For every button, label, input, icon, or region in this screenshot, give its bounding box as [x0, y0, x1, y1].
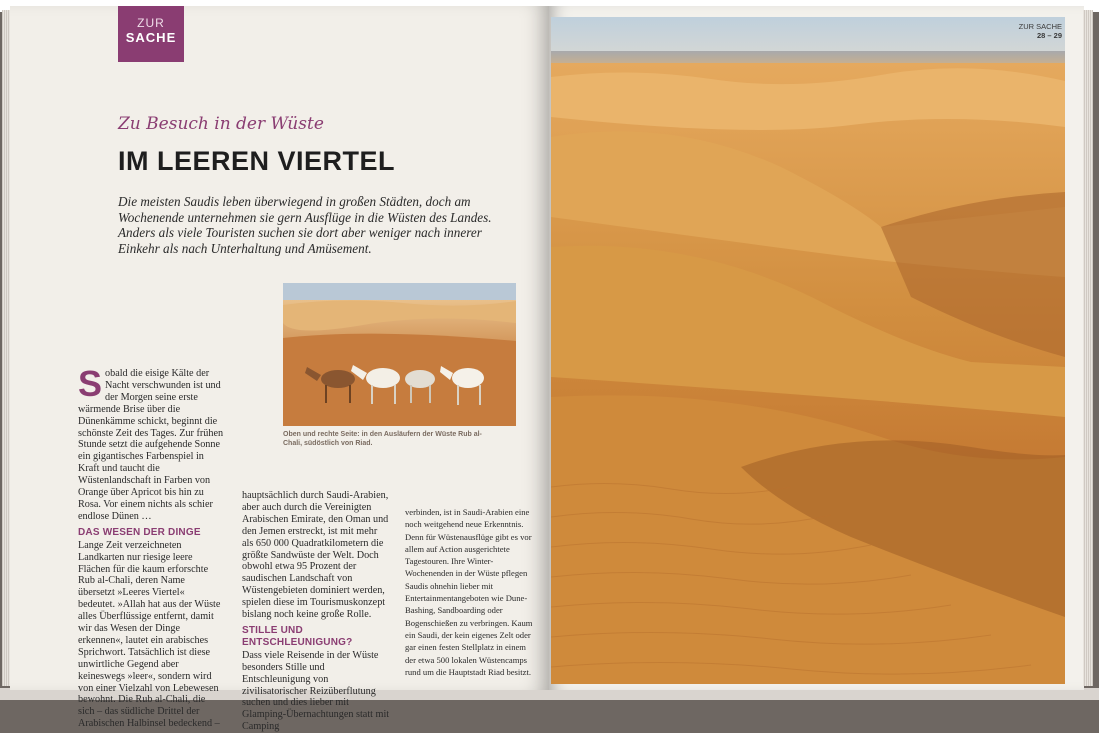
far-dune: [283, 300, 516, 330]
dunes-photo: [551, 17, 1065, 684]
dune-shadow-1: [881, 192, 1065, 357]
article-kicker: Zu Besuch in der Wüste: [118, 114, 324, 134]
section2-text-part2: verbinden, ist in Saudi-Arabien eine noch weitgehend neue Erkenntnis. Denn für Wüstenausflüge gibt es vor allem auf Action ausgerichtete Tagestouren. Ihre Winter-Wochenenden in der Wüste pflegen Saudis ohnehin lieber mit Entertainmentangeboten wie Dune-Bashing, Sandboarding oder Bogenschießen zu verbringen. Kaum ein Saudi, der kein eigenes Zelt oder gar einen festen Stellplatz in einem der etwa 500 lokalen Wüstencamps rund um die Hauptstadt Riad besitzt.: [405, 507, 533, 677]
dune-far: [551, 68, 1065, 130]
camels-photo: [283, 283, 516, 426]
intro-paragraph: obald die eisige Kälte der Nacht verschwunden ist und der Morgen seine erste wärmende Brise über die Dünenkämme schickt, beginnt die schönste Zeit des Tages. Zur frühen Stunde setzt die aufgehende Sonne ein gigantisches Farbenspiel in Kraft und taucht die Wüstenlandschaft in Farben von Orange über Apricot bis hin zu Rosa. Vor einem nichts als schier endlose Dünen …: [78, 368, 224, 522]
right-page: [549, 6, 1084, 690]
left-page: [10, 6, 549, 733]
body-column-2: [242, 490, 391, 733]
section-tag: [118, 6, 184, 62]
section-tag-line2: SACHE: [125, 30, 177, 45]
page-edges-left: [2, 10, 10, 686]
page-edges-right: [1083, 10, 1093, 686]
dune-shapes: [551, 17, 1065, 684]
page-folio: [1019, 22, 1062, 40]
camels-illustration: [283, 283, 516, 426]
section1-text-part1: Lange Zeit verzeichneten Landkarten nur riesige leere Flächen für die kaum erforschte Rub al-Chali, deren Name übersetzt »Leeres Viertel« bedeutet. »Allah hat aus der Wüste alles Überflüssige entfernt, damit wir das Wesen der Dinge erkennen«, lautet ein arabisches Sprichwort. Tatsächlich ist diese unwirtliche Gegend aber keineswegs »leer«, sondern wird von einer Vielzahl von Lebewesen bewohnt. Die Rub al-Chali, die sich – das südliche Drittel der Arabischen Halbinsel bedeckend –: [78, 539, 221, 730]
section-tag-line1: ZUR: [137, 16, 165, 30]
subheading-stille: STILLE UND ENTSCHLEUNIGUNG?: [242, 624, 353, 648]
folio-pages: 28 – 29: [1036, 31, 1062, 40]
folio-section: ZUR SACHE: [1018, 22, 1062, 31]
drop-cap: S: [78, 363, 103, 404]
article-headline: IM LEEREN VIERTEL: [118, 146, 396, 176]
section1-text-part2: hauptsächlich durch Saudi-Arabien, aber auch durch die Vereinigten Arabischen Emirate, den Oman und den Jemen erstreckt, ist mit mehr als 650 000 Quadratkilometern die größte Sandwüste der Welt. Doch obwohl etwa 95 Prozent der saudischen Landschaft von Wüstengebieten dominiert werden, spielen diese im Tourismuskonzept bislang noch keine große Rolle.: [242, 490, 389, 621]
section2-text-part1: Dass viele Reisende in der Wüste besonders Stille und Entschleunigung von zivilisatorischer Reizüberflutung suchen und dies lieber mit Glamping-Übernachtungen statt mit Camping: [242, 649, 390, 733]
body-column-1: [78, 363, 224, 730]
body-column-3: [405, 506, 533, 678]
photo-caption: Oben und rechte Seite: in den Ausläufern der Wüste Rub al-Chali, südöstlich von Riad.: [283, 431, 482, 447]
article-lead: Die meisten Saudis leben überwiegend in großen Städten, doch am Wochenende unternehmen sie gern Ausflüge in die Wüsten des Landes. Anders als viele Touristen suchen sie dort aber weniger nach innerer Einkehr als nach Unterhaltung und Amüsement.: [118, 194, 492, 256]
subheading-wesen: DAS WESEN DER DINGE: [78, 526, 201, 538]
